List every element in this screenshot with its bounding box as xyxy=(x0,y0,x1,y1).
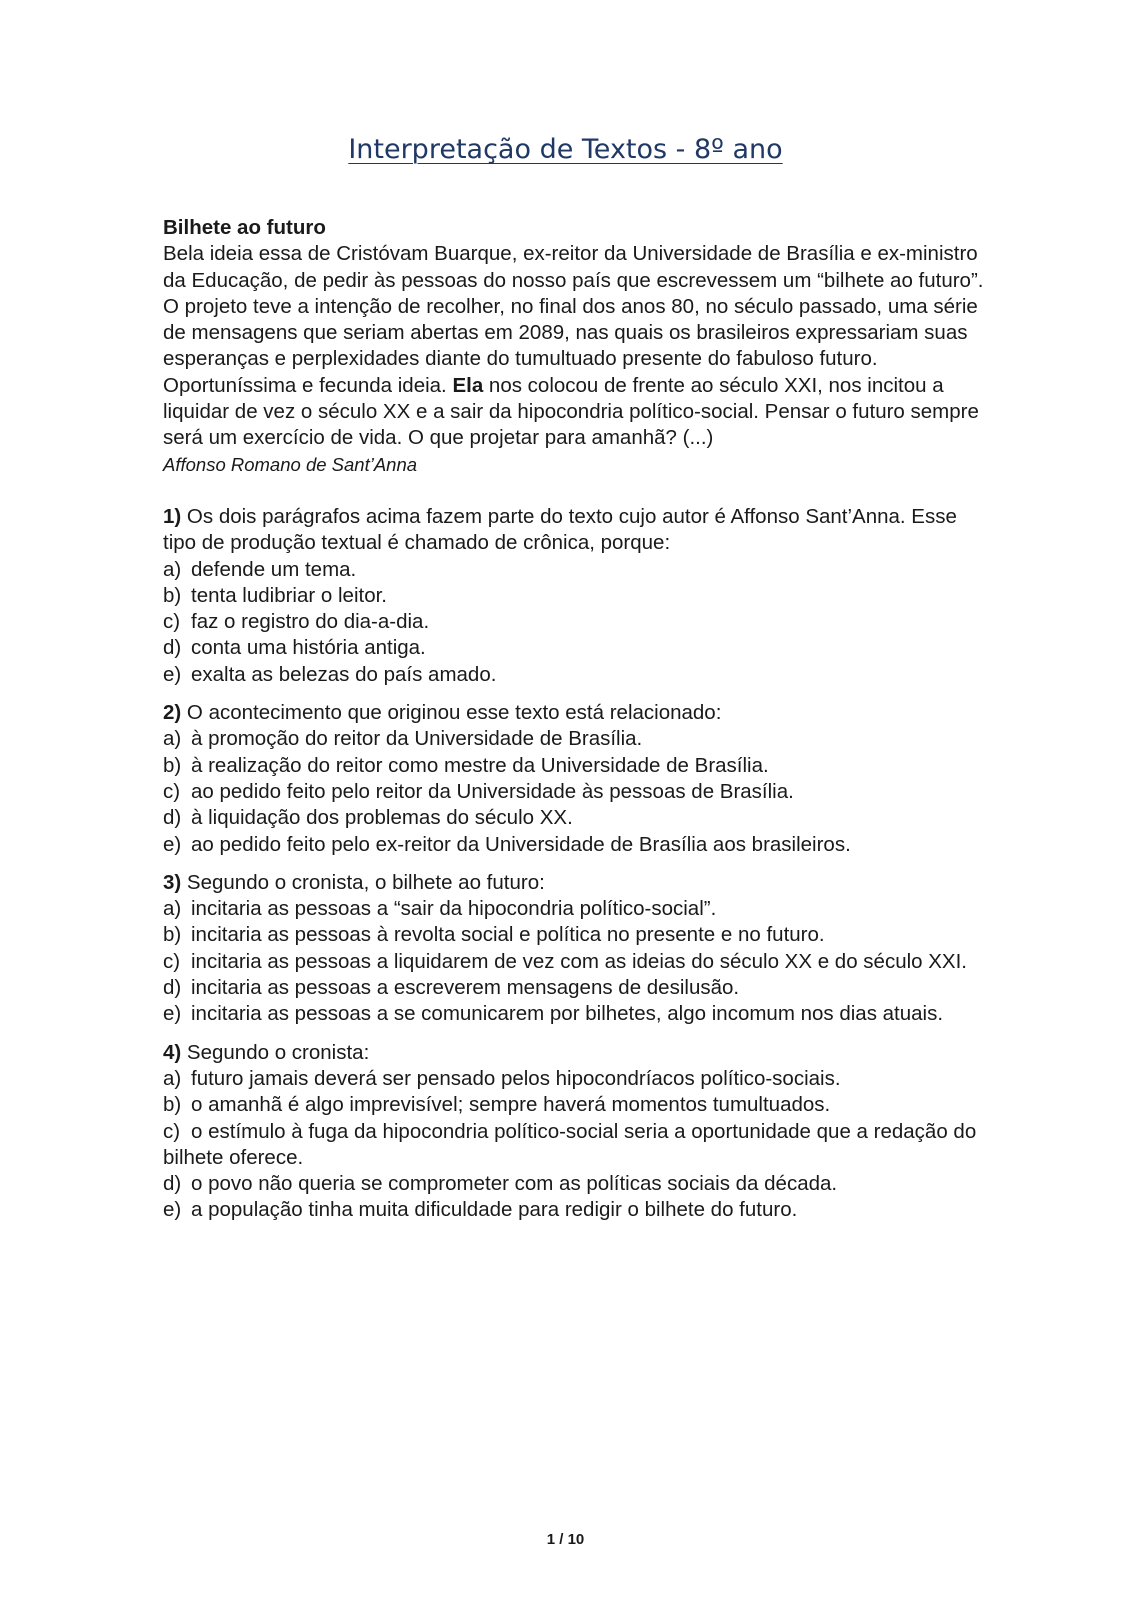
option-letter: d) xyxy=(163,976,182,1000)
option-text: futuro jamais deverá ser pensado pelos hipocondríacos político-sociais. xyxy=(191,1066,841,1090)
option-text: incitaria as pessoas a liquidarem de vez com as ideias do século XX e do século XXI. xyxy=(191,949,967,973)
question-text: Os dois parágrafos acima fazem parte do texto cujo autor é Affonso Sant’Anna. Esse tipo de produção textual é chamado de crônica, porque: xyxy=(163,504,957,555)
question-option xyxy=(163,1066,993,1092)
option-text: exalta as belezas do país amado. xyxy=(191,662,497,686)
question-prompt xyxy=(163,504,993,557)
paragraph-2-start: Oportuníssima e fecunda ideia. xyxy=(163,373,453,397)
option-letter: e) xyxy=(163,1002,182,1026)
option-text: faz o registro do dia-a-dia. xyxy=(191,610,430,634)
option-text: incitaria as pessoas a escreverem mensagens de desilusão. xyxy=(191,976,740,1000)
option-letter: b) xyxy=(163,1093,182,1117)
option-text: ao pedido feito pelo reitor da Universidade às pessoas de Brasília. xyxy=(191,779,794,803)
question-1 xyxy=(163,504,993,688)
question-option xyxy=(163,779,993,805)
question-2 xyxy=(163,700,993,858)
question-number: 1) xyxy=(163,504,182,528)
option-letter: a) xyxy=(163,727,182,751)
question-option xyxy=(163,1171,993,1197)
question-option xyxy=(163,753,993,779)
option-text: incitaria as pessoas à revolta social e política no presente e no futuro. xyxy=(191,923,825,947)
question-option xyxy=(163,557,993,583)
option-text: incitaria as pessoas a “sair da hipocondria político-social”. xyxy=(191,897,717,921)
question-text: Segundo o cronista, o bilhete ao futuro: xyxy=(181,870,545,894)
option-text: à promoção do reitor da Universidade de Brasília. xyxy=(191,727,643,751)
question-option xyxy=(163,583,993,609)
page-number: 1 / 10 xyxy=(546,1531,585,1548)
option-letter: c) xyxy=(163,949,181,973)
option-text: incitaria as pessoas a se comunicarem por bilhetes, algo incomum nos dias atuais. xyxy=(191,1002,944,1026)
question-prompt xyxy=(163,700,993,726)
question-option xyxy=(163,726,993,752)
option-letter: b) xyxy=(163,583,182,607)
option-letter: b) xyxy=(163,753,182,777)
question-4 xyxy=(163,1040,993,1224)
option-letter: d) xyxy=(163,636,182,660)
option-text: o amanhã é algo imprevisível; sempre haverá momentos tumultuados. xyxy=(191,1093,831,1117)
option-text: conta uma história antiga. xyxy=(191,636,426,660)
option-text: defende um tema. xyxy=(191,557,357,581)
option-letter: d) xyxy=(163,806,182,830)
question-3 xyxy=(163,870,993,1028)
option-letter: b) xyxy=(163,923,182,947)
text-heading: Bilhete ao futuro xyxy=(163,216,326,239)
page-title: Interpretação de Textos - 8º ano xyxy=(348,134,783,165)
option-letter: e) xyxy=(163,832,182,856)
question-option xyxy=(163,832,993,858)
option-text: à liquidação dos problemas do século XX. xyxy=(191,806,573,830)
question-option xyxy=(163,635,993,661)
question-number: 3) xyxy=(163,870,182,894)
option-letter: a) xyxy=(163,897,182,921)
question-option xyxy=(163,922,993,948)
text-author: Affonso Romano de Sant’Anna xyxy=(163,453,418,475)
question-option xyxy=(163,1092,993,1118)
question-option xyxy=(163,949,993,975)
option-letter: d) xyxy=(163,1172,182,1196)
question-prompt xyxy=(163,870,993,896)
option-letter: c) xyxy=(163,1119,181,1143)
document-body xyxy=(163,215,993,1224)
question-prompt xyxy=(163,1040,993,1066)
option-letter: e) xyxy=(163,662,182,686)
option-letter: a) xyxy=(163,557,182,581)
question-option xyxy=(163,805,993,831)
option-text: a população tinha muita dificuldade para redigir o bilhete do futuro. xyxy=(191,1198,798,1222)
text-paragraph-1: Bela ideia essa de Cristóvam Buarque, ex-reitor da Universidade de Brasília e ex-ministro da Educação, de pedir às pessoas do nosso país que escrevessem um “bilhete ao futuro”. O projeto teve a intenção de recolher, no final dos anos 80, no século passado, uma série de mensagens que seriam abertas em 2089, nas quais os brasileiros expressariam suas esperanças e perplexidades diante do tumultuado presente do fabuloso futuro. xyxy=(163,242,984,371)
question-option xyxy=(163,662,993,688)
question-option xyxy=(163,609,993,635)
option-text: tenta ludibriar o leitor. xyxy=(191,583,388,607)
option-text: à realização do reitor como mestre da Universidade de Brasília. xyxy=(191,753,769,777)
option-letter: c) xyxy=(163,610,181,634)
question-text: Segundo o cronista: xyxy=(181,1040,370,1064)
question-option xyxy=(163,1197,993,1223)
question-option xyxy=(163,975,993,1001)
text-paragraph-2 xyxy=(163,373,993,452)
question-option xyxy=(163,896,993,922)
question-number: 4) xyxy=(163,1040,182,1064)
option-letter: e) xyxy=(163,1198,182,1222)
question-number: 2) xyxy=(163,701,182,725)
paragraph-2-bold: Ela xyxy=(452,373,484,397)
question-text: O acontecimento que originou esse texto está relacionado: xyxy=(181,701,722,725)
option-text: o estímulo à fuga da hipocondria político-social seria a oportunidade que a redação do bilhete oferece. xyxy=(163,1119,977,1169)
question-option xyxy=(163,1119,993,1172)
paragraph-2-end: nos colocou de frente ao século XXI, nos incitou a liquidar de vez o século XX e a sair da hipocondria político-social. Pensar o futuro sempre será um exercício de vida. O que projetar para amanhã? (...) xyxy=(163,373,979,450)
question-option xyxy=(163,1001,993,1027)
option-letter: a) xyxy=(163,1066,182,1090)
option-text: o povo não queria se comprometer com as políticas sociais da década. xyxy=(191,1172,838,1196)
option-letter: c) xyxy=(163,779,181,803)
option-text: ao pedido feito pelo ex-reitor da Universidade de Brasília aos brasileiros. xyxy=(191,832,851,856)
